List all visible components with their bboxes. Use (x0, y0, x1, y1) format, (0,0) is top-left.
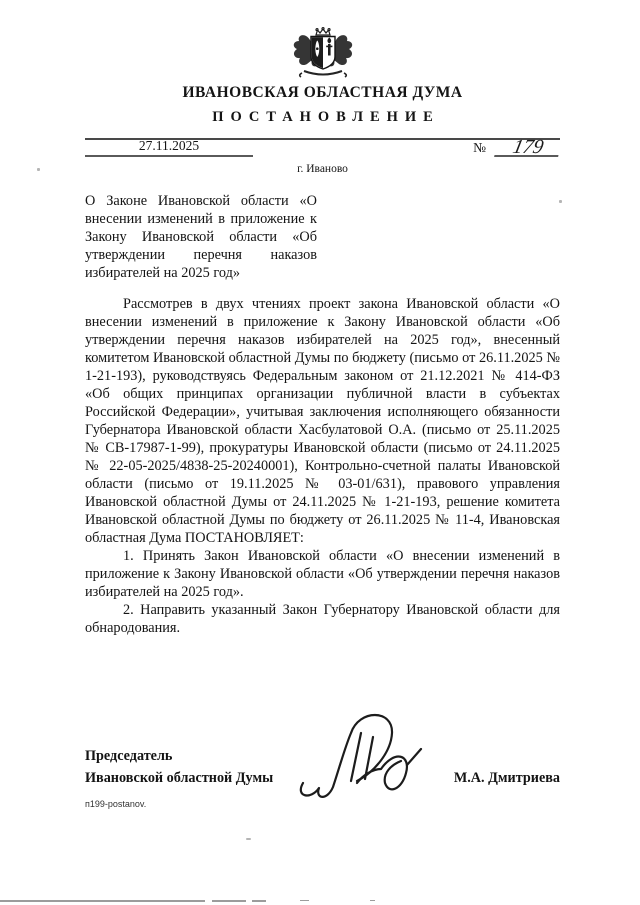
item-2-paragraph: 2. Направить указанный Закон Губернатору Ивановской области для обнародования. (85, 602, 560, 636)
number-sign-label: № (473, 140, 486, 155)
scan-artifact-line (0, 900, 205, 902)
scan-artifact-dash (300, 900, 309, 901)
doc-date: 27.11.2025 (85, 138, 253, 157)
signer-title (85, 745, 273, 790)
emblem-container (85, 27, 560, 77)
signature-block (85, 703, 560, 790)
preamble-paragraph: Рассмотрев в двух чтениях проект закона Ивановской области «О внесении изменений в приложение к Закону Ивановской области «Об утверждении перечня наказов избирателей на 2025 год», внесенный комитетом Ивановской областной Думы по бюджету (письмо от 26.11.2025 № 1-21-193), руководствуясь Федеральным законом от 21.12.2021 № 414-ФЗ «Об общих принципах организации публичной власти в субъектах Российской Федерации», учитывая заключения исполняющего обязанности Губернатора Ивановской области Хасбулатовой О.А. (письмо от 25.11.2025 № СВ-17987-1-99), прокуратуры Ивановской области (письмо от 24.11.2025 № 22-05-2025/4838-25-20240001), Контрольно-счетной палаты Ивановской области (письмо от 19.11.2025 № 03-01/631), правового управления Ивановской областной Думы от 24.11.2025 № 1-21-193, решение комитета Ивановской областной Думы по бюджету от 26.11.2025 № 11-4, Ивановская областная Дума ПОСТАНОВЛЯЕТ: (85, 296, 560, 546)
file-reference-note: п199-postanov. (85, 799, 147, 809)
signer-title-line1: Председатель (85, 747, 173, 764)
item-1-paragraph: 1. Принять Закон Ивановской области «О внесении изменений в приложение к Закону Ивановской области «Об утверждении перечня наказов избирателей на 2025 год». (85, 548, 560, 600)
scan-speck (37, 168, 40, 171)
doc-type-title: ПОСТАНОВЛЕНИЕ (212, 109, 440, 125)
date-number-row (85, 136, 560, 158)
signature-container (299, 703, 431, 804)
scan-speck (559, 200, 562, 203)
doc-number-handwritten: 179 (494, 139, 562, 157)
place-line: г. Иваново (297, 163, 348, 175)
scan-artifact-dash (212, 900, 246, 902)
signer-title-line2: Ивановской областной Думы (85, 770, 274, 787)
org-name: ИВАНОВСКАЯ ОБЛАСТНАЯ ДУМА (182, 84, 463, 101)
scan-artifact-dash (370, 900, 375, 901)
doc-number-cell (473, 136, 560, 158)
signature-icon (299, 703, 431, 799)
coat-of-arms-icon (289, 27, 357, 79)
signer-name: М.А. Дмитриева (453, 770, 560, 786)
scan-artifact-dash (252, 900, 266, 902)
scan-speck (246, 838, 251, 840)
resolution-subject: О Законе Ивановской области «О внесении изменений в приложение к Закону Ивановской области «Об утверждении перечня наказов избирателей на 2025 год» (85, 193, 317, 281)
body-text (85, 295, 560, 637)
